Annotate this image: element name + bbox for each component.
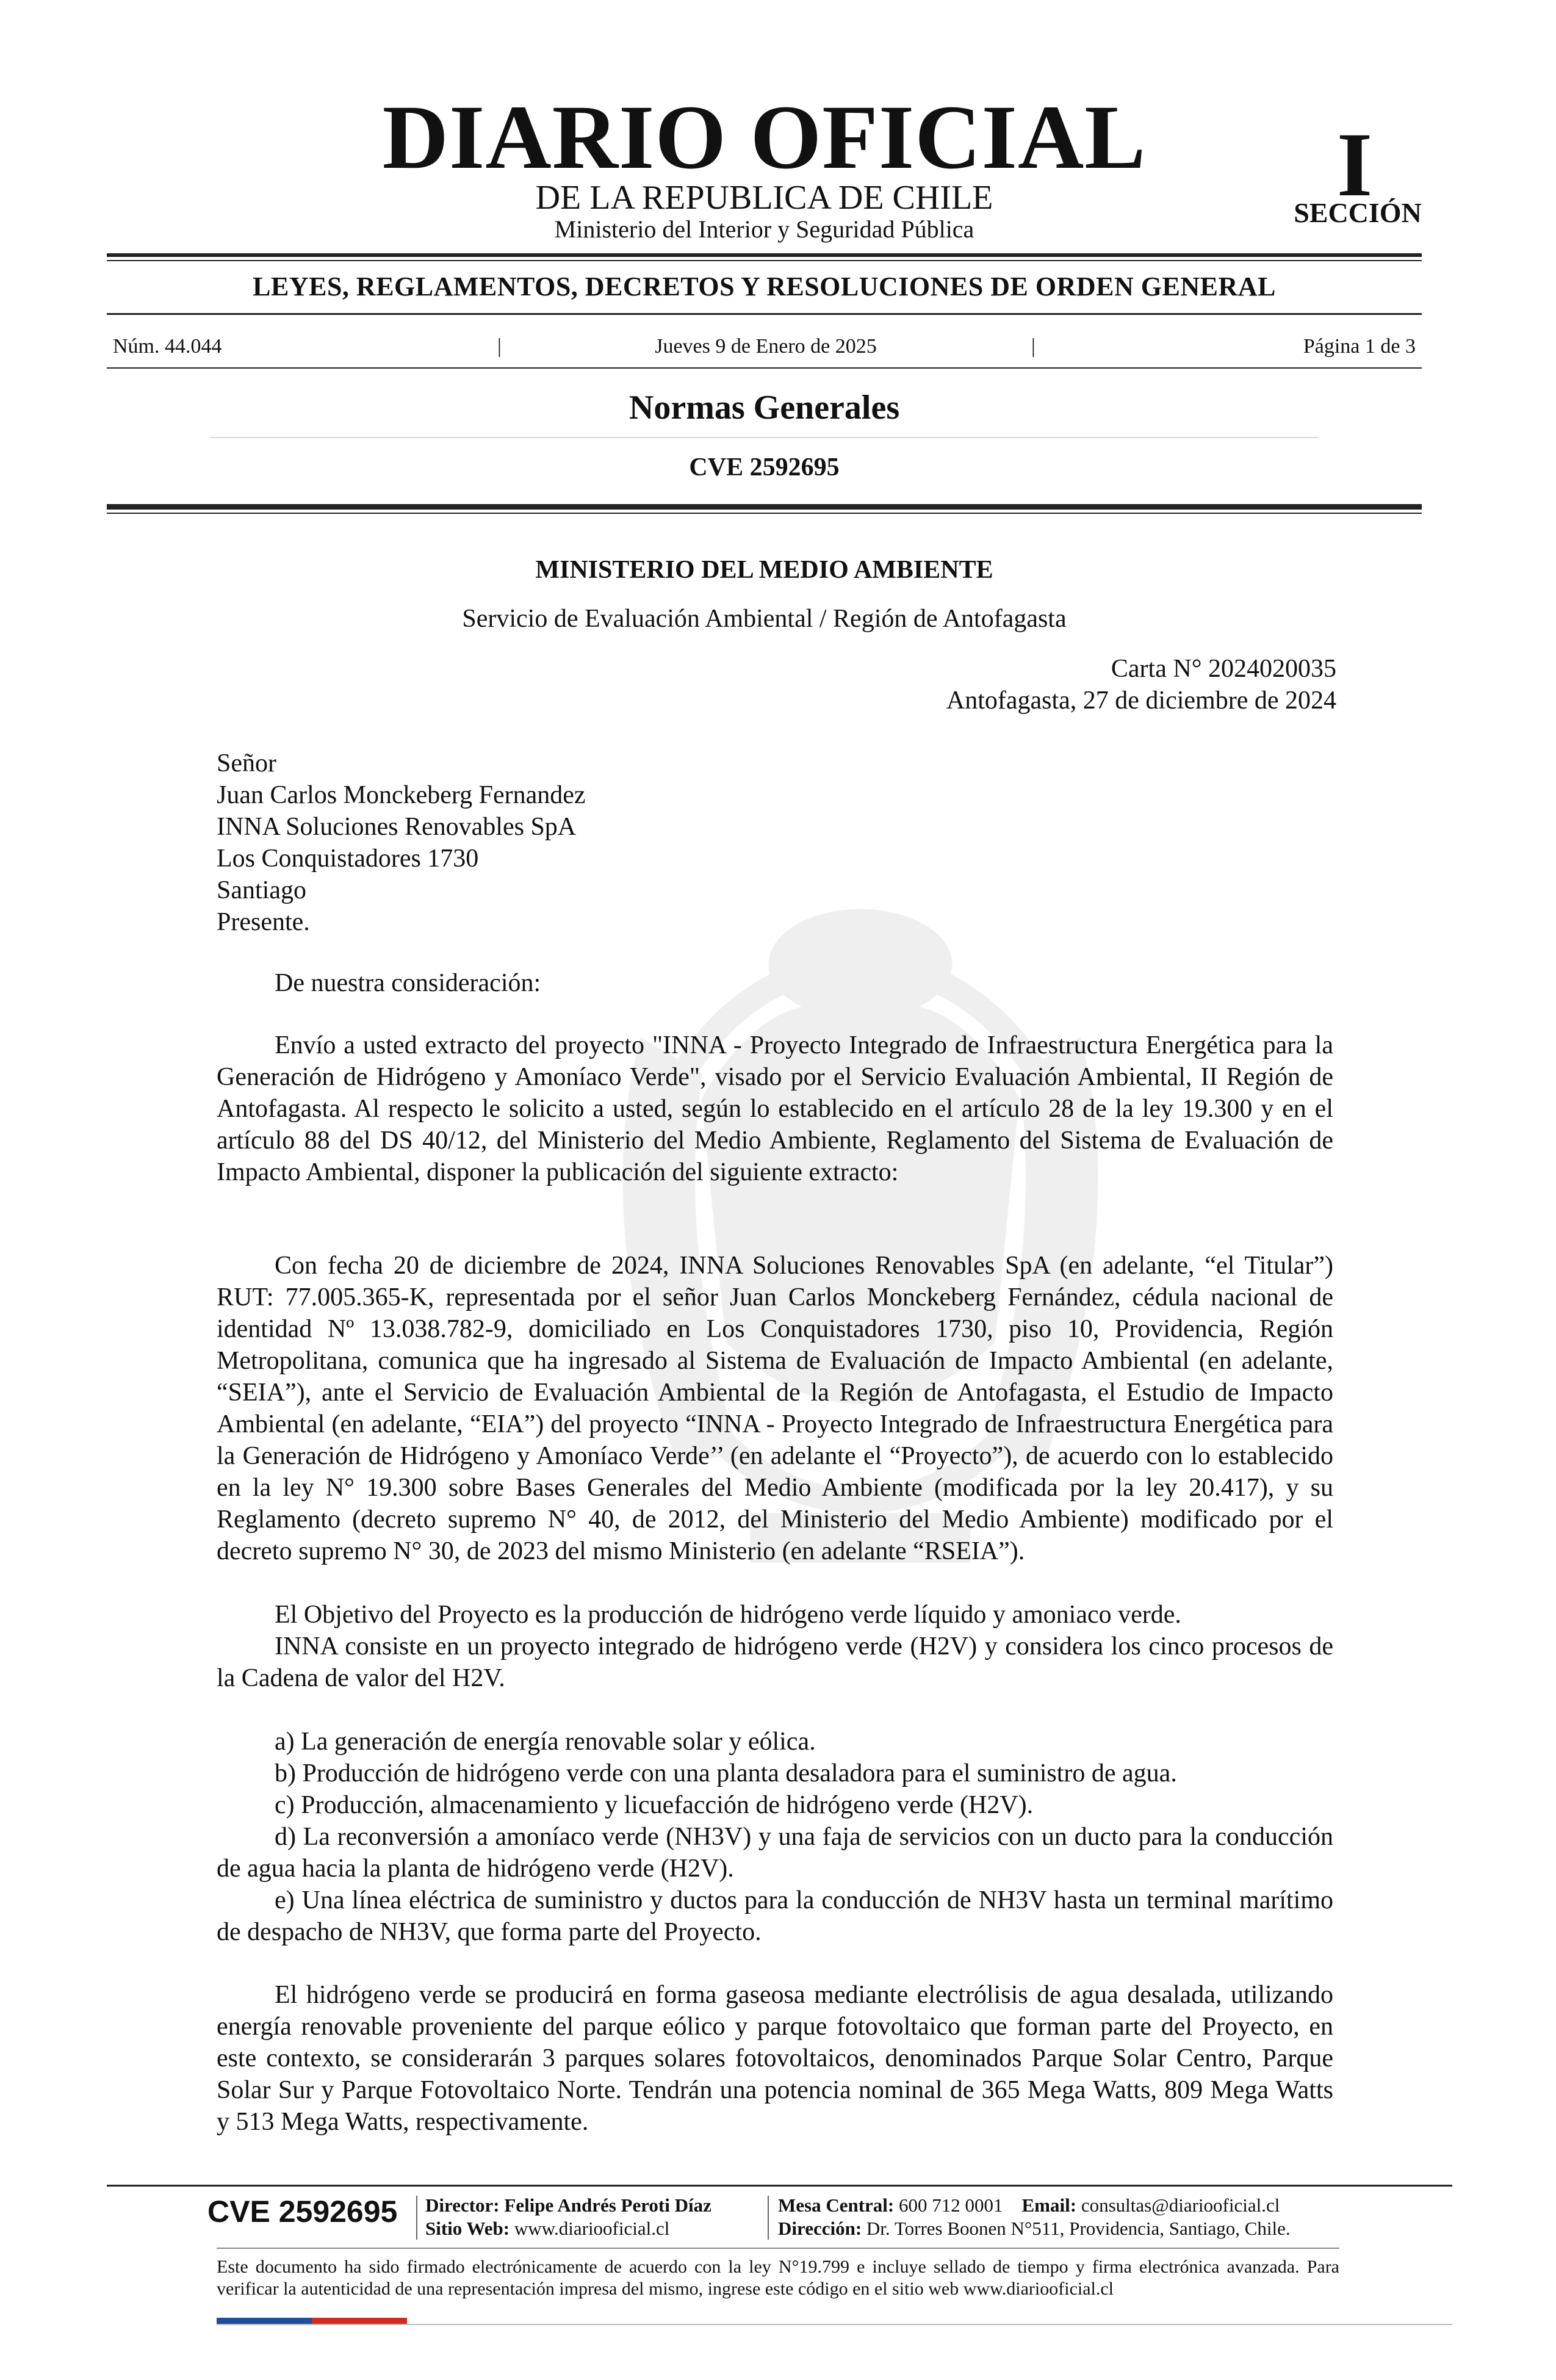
phone-number: 600 712 0001 <box>899 2194 1003 2216</box>
header-rule-thin <box>107 260 1422 261</box>
cve-code: CVE 2592695 <box>689 453 840 481</box>
issue-number: Núm. 44.044 <box>113 335 222 358</box>
list-item: b) Producción de hidrógeno verde con una planta desaladora para el suministro de agua. <box>275 1759 1177 1787</box>
phone-label: Mesa Central: <box>778 2194 895 2216</box>
masthead-ministry: Ministerio del Interior y Seguridad Pública <box>554 215 974 243</box>
body-paragraph: Con fecha 20 de diciembre de 2024, INNA Soluciones Renovables SpA (en adelante, “el Titular”) RUT: 77.005.365-K, representada por el señor Juan Carlos Monckeberg Fernández, cédula nacional de identidad Nº 13.038.782-9, domiciliado en Los Conquistadores 1730, piso 10, Providencia, Región Metropolitana, comunica que ha ingresado al Sistema de Evaluación de Impacto Ambiental (en adelante, “SEIA”), ante el Servicio de Evaluación Ambiental de la Región de Antofagasta, el Estudio de Impacto Ambiental (en adelante, “EIA”) del proyecto “INNA - Proyecto Integrado de Infraestructura Energética para la Generación de Hidrógeno y Amoníaco Verde’’ (en adelante el “Proyecto”), de acuerdo con lo establecido en la ley N° 19.300 sobre Bases Generales del Medio Ambiente (modificada por la ley 20.417), y su Reglamento (decreto supremo N° 40, de 2012, del Ministerio del Medio Ambiente) modificado por el decreto supremo N° 30, de 2023 del mismo Ministerio (en adelante “RSEIA”). <box>217 1252 1333 1565</box>
body-paragraph: Envío a usted extracto del proyecto "INNA - Proyecto Integrado de Infraestructura Energética para la Generación de Hidrógeno y Amoníaco Verde", visado por el Servicio Evaluación Ambiental, II Región de Antofagasta. Al respecto le solicito a usted, según lo establecido en el artículo 28 de la ley 19.300 y en el artículo 88 del DS 40/12, del Ministerio del Medio Ambiente, Reglamento del Sistema de Evaluación de Impacto Ambiental, disponer la publicación del siguiente extracto: <box>217 1031 1333 1186</box>
issue-date: Jueves 9 de Enero de 2025 <box>655 335 877 358</box>
addressee-line: INNA Soluciones Renovables SpA <box>217 813 577 841</box>
list-item: a) La generación de energía renovable solar y eólica. <box>275 1728 816 1756</box>
masthead-subtitle: DE LA REPUBLICA DE CHILE <box>535 179 993 217</box>
director-label: Director: <box>425 2194 500 2216</box>
issue-separator: | <box>497 335 502 358</box>
section-heading: Normas Generales <box>629 389 900 427</box>
footer-rule-bottom <box>217 2324 1452 2325</box>
footer-divider <box>768 2196 769 2240</box>
footer-legal-notice: Este documento ha sido firmado electrónicamente de acuerdo con la ley N°19.799 e incluye sellado de tiempo y firma electrónica avanzada. Para verificar la autenticidad de una representación impresa del mismo, ingrese este código en el sitio web www.diariooficial.cl <box>217 2257 1339 2299</box>
addressee-line: Señor <box>217 749 276 777</box>
footer-cve-code: CVE 2592695 <box>207 2194 398 2229</box>
ministry-name: MINISTERIO DEL MEDIO AMBIENTE <box>535 556 993 584</box>
issue-bar-rule <box>107 367 1422 369</box>
cve-rule-thin <box>107 513 1422 514</box>
addressee-line: Los Conquistadores 1730 <box>217 845 479 873</box>
masthead-title: DIARIO OFICIAL <box>382 87 1147 188</box>
body-paragraph: El Objetivo del Proyecto es la producción de hidrógeno verde líquido y amoniaco verde. <box>275 1601 1181 1629</box>
email-link[interactable]: consultas@diariooficial.cl <box>1081 2194 1280 2216</box>
website-link[interactable]: www.diariooficial.cl <box>514 2218 670 2239</box>
section-label: SECCIÓN <box>1294 197 1422 228</box>
footer-contact-left <box>425 2194 711 2240</box>
service-name: Servicio de Evaluación Ambiental / Región de Antofagasta <box>462 605 1067 633</box>
issue-page: Página 1 de 3 <box>1303 335 1416 358</box>
addressee-block <box>217 748 1132 938</box>
section-heading-rule <box>211 437 1318 438</box>
list-item: c) Producción, almacenamiento y licuefacción de hidrógeno verde (H2V). <box>275 1791 1034 1819</box>
body-paragraph: El hidrógeno verde se producirá en forma gaseosa mediante electrólisis de agua desalada, utilizando energía renovable proveniente del parque eólico y parque fotovoltaico que forman parte del Proyecto, en este contexto, se considerarán 3 parques solares fotovoltaicos, denominados Parque Solar Centro, Parque Solar Sur y Parque Fotovoltaico Norte. Tendrán una potencia nominal de 365 Mega Watts, 809 Mega Watts y 513 Mega Watts, respectivamente. <box>217 1981 1333 2136</box>
issue-bar <box>113 334 1416 359</box>
list-item: e) Una línea eléctrica de suministro y ductos para la conducción de NH3V hasta un terminal marítimo de despacho de NH3V, que forma parte del Proyecto. <box>217 1886 1333 1946</box>
salutation: De nuestra consideración: <box>275 969 541 997</box>
footer-divider <box>416 2196 417 2240</box>
header-subtitle: LEYES, REGLAMENTOS, DECRETOS Y RESOLUCIONES DE ORDEN GENERAL <box>253 272 1276 301</box>
process-list <box>217 1726 1333 1948</box>
footer-contact-right <box>778 2194 1291 2240</box>
cve-rule-thick <box>107 504 1422 510</box>
subtitle-rule <box>107 313 1422 315</box>
director-name: Felipe Andrés Peroti Díaz <box>504 2194 711 2216</box>
addressee-line: Presente. <box>217 908 310 936</box>
letter-place-date: Antofagasta, 27 de diciembre de 2024 <box>946 687 1336 715</box>
body-paragraph: INNA consiste en un proyecto integrado de hidrógeno verde (H2V) y considera los cinco procesos de la Cadena de valor del H2V. <box>217 1632 1333 1692</box>
footer-rule-thin <box>217 2248 1339 2249</box>
section-numeral: I <box>1336 114 1373 215</box>
list-item: d) La reconversión a amoníaco verde (NH3V) y una faja de servicios con un ducto para la conducción de agua hacia la planta de hidrógeno verde (H2V). <box>217 1823 1333 1883</box>
footer-rule <box>107 2185 1452 2187</box>
header-rule-thick <box>107 253 1422 257</box>
addressee-line: Juan Carlos Monckeberg Fernandez <box>217 781 586 809</box>
letter-number: Carta N° 2024020035 <box>1111 655 1336 683</box>
addressee-line: Santiago <box>217 876 306 904</box>
address: Dr. Torres Boonen N°511, Providencia, Santiago, Chile. <box>866 2218 1291 2239</box>
issue-separator: | <box>1031 335 1036 358</box>
address-label: Dirección: <box>778 2218 862 2239</box>
website-label: Sitio Web: <box>425 2218 510 2239</box>
email-label: Email: <box>1021 2194 1077 2216</box>
